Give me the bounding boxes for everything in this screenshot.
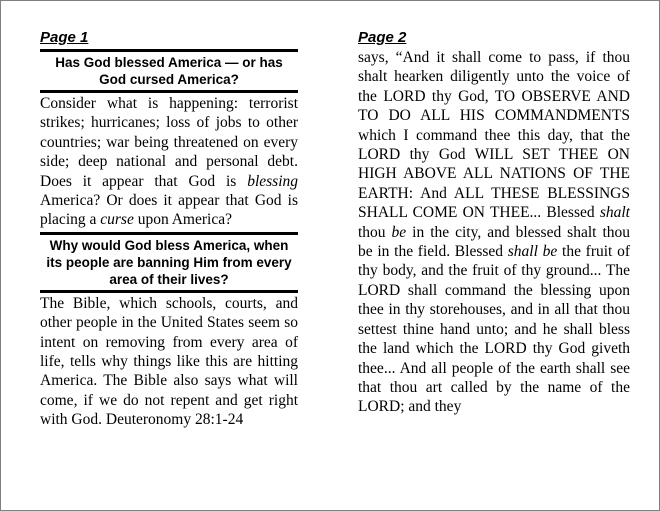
emphasis-curse: curse (100, 211, 134, 229)
emphasis-blessing: blessing (247, 172, 298, 190)
divider (40, 290, 298, 293)
emphasis-be: be (391, 223, 407, 241)
heading-blessed-or-cursed: Has God blessed America — or has God cursed America? (55, 55, 283, 87)
paragraph-deuteronomy-quote: says, “And it shall come to pass, if thou shalt hearken diligently unto the voice of the LORD thy God, TO OBSERVE AND TO DO ALL HIS COMMANDMENTS which I command thee this day, that the LORD thy God WILL SET THEE ON HIGH ABOVE ALL NATIONS OF THE EARTH: And ALL THESE BLESSINGS SHALL COME ON THEE... Blessed shalt thou be in the city, and blessed shalt thou be in the field. Blessed shall be the fruit of thy body, and the fruit of thy ground... The LORD shall command the blessing upon thee in thy storehouses, and in all that thou settest thine hand unto; and he shall bless the land which the LORD thy God giveth thee... And all people of the earth shall see that thou art called by the name of the LORD; and they (358, 49, 630, 416)
emphasis-shalt: shalt (599, 204, 630, 222)
paragraph-bible: The Bible, which schools, courts, and other people in the United States seem so intent on removing from every area of life, tells why things like this are hitting America. The Bible also says what will come, if we do not repent and get right with God. Deuteronomy 28:1-24 (40, 294, 298, 429)
page-1-column (40, 28, 298, 430)
page-2-column (358, 28, 630, 417)
heading-why-bless: Why would God bless America, when its people are banning Him from every area of their lives? (46, 237, 292, 287)
emphasis-shall-be: shall be (507, 243, 558, 261)
paragraph-consider: Consider what is happening: terrorist strikes; hurricanes; loss of jobs to other countries; war being threatened on every side; deep national and personal debt. Does it appear that God is blessing America? Or does it appear that God is placing a curse upon America? (40, 95, 298, 229)
page-2-label: Page 2 (358, 29, 407, 46)
divider (40, 90, 298, 93)
page-1-label: Page 1 (40, 29, 89, 46)
